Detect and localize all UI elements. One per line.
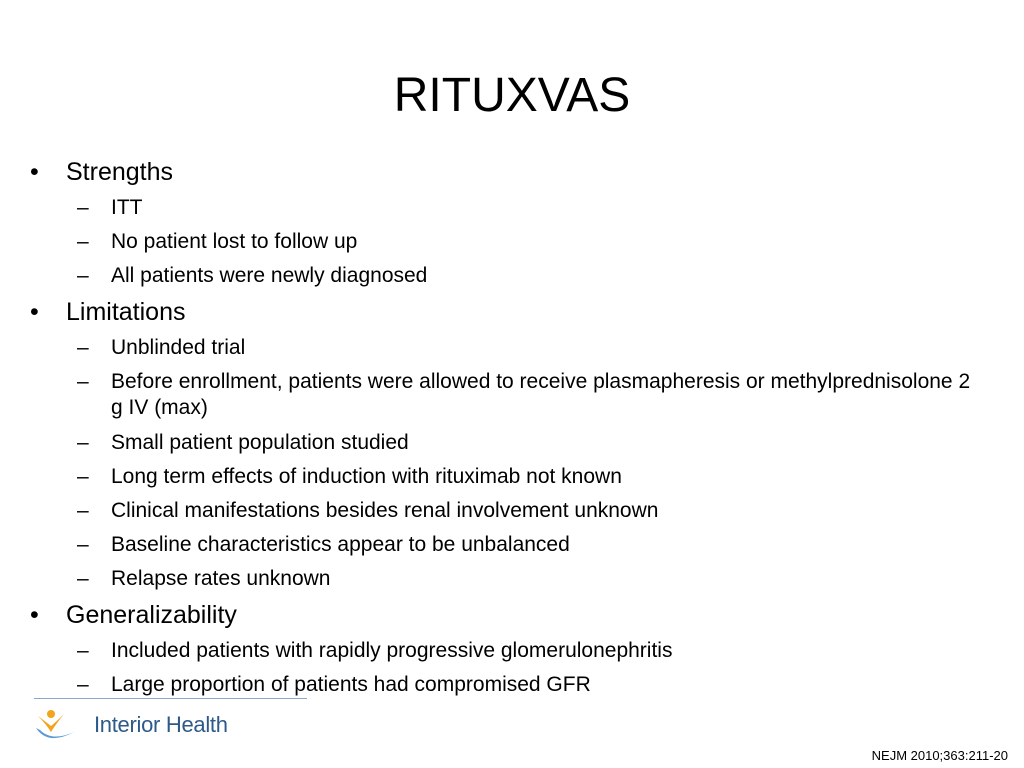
dash-icon: – xyxy=(77,499,89,522)
bullet-icon: • xyxy=(30,298,39,326)
dash-icon: – xyxy=(77,370,89,393)
citation: NEJM 2010;363:211-20 xyxy=(871,748,1008,763)
dash-icon: – xyxy=(77,264,89,287)
section-heading-label: Limitations xyxy=(66,298,186,326)
list-item-text: Large proportion of patients had compromised GFR xyxy=(111,673,591,696)
list-item-text: Before enrollment, patients were allowed to receive plasmapheresis or methylprednisolone 2 g IV (max) xyxy=(111,370,971,419)
list-item-text: Small patient population studied xyxy=(111,431,409,454)
list-item-text: No patient lost to follow up xyxy=(111,230,358,253)
dash-icon: – xyxy=(77,431,89,454)
dash-icon: – xyxy=(77,230,89,253)
interior-health-logo xyxy=(34,702,264,746)
list-item-text: All patients were newly diagnosed xyxy=(111,264,428,287)
dash-icon: – xyxy=(77,639,89,662)
list-item-text: Long term effects of induction with rituximab not known xyxy=(111,465,622,488)
dash-icon: – xyxy=(77,465,89,488)
section-heading-label: Strengths xyxy=(66,158,174,186)
list-item-text: Unblinded trial xyxy=(111,336,246,359)
list-item-text: Baseline characteristics appear to be unbalanced xyxy=(111,533,570,556)
dash-icon: – xyxy=(77,336,89,359)
dash-icon: – xyxy=(77,196,89,219)
list-item-text: Included patients with rapidly progressive glomerulonephritis xyxy=(111,639,673,662)
dash-icon: – xyxy=(77,673,89,696)
section-heading-label: Generalizability xyxy=(66,601,237,629)
dash-icon: – xyxy=(77,533,89,556)
footer-divider xyxy=(34,698,307,699)
interior-health-logo-icon xyxy=(34,702,90,746)
dash-icon: – xyxy=(77,567,89,590)
logo-text: Interior Health xyxy=(94,712,228,737)
slide-title: RITUXVAS xyxy=(393,69,631,122)
list-item-text: Clinical manifestations besides renal involvement unknown xyxy=(111,499,659,522)
bullet-icon: • xyxy=(30,601,39,629)
list-item-text: Relapse rates unknown xyxy=(111,567,331,590)
list-item-text: ITT xyxy=(111,196,143,219)
bullet-icon: • xyxy=(30,158,39,186)
